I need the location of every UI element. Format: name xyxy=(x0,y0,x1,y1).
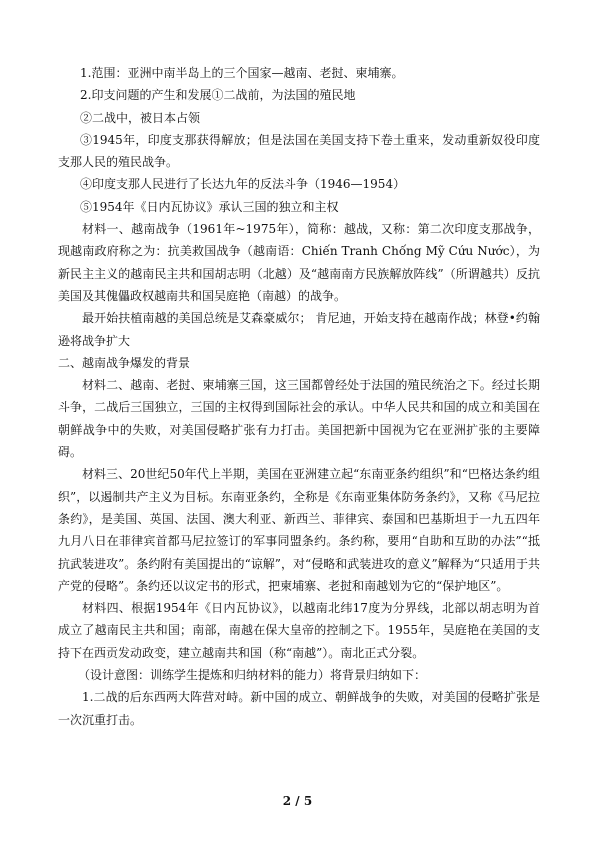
paragraph-1945: ③1945年，印度支那获得解放；但是法国在美国支持下卷土重来，发动重新奴役印度支那人民的殖民战争。 xyxy=(58,132,540,170)
paragraph-wwii-japan: ②二战中，被日本占领 xyxy=(80,110,201,125)
paragraph-material-3: 材料三、20世纪50年代上半期，美国在亚洲建立起“东南亚条约组织”和“巴格达条约组织”，以遏制共产主义为目标。东南亚条约，全称是《东南亚集体防务条约》，又称《马尼拉条约》，是美国、英国、法国、澳大利亚、新西兰、菲律宾、泰国和巴基斯坦于一九五四年九月八日在菲律宾首都马尼拉签订的军事同盟条约。条约称，要用“自助和互助的办法”“抵抗武装进攻”。条约附有美国提出的“谅解”，对“侵略和武装进攻的意义”解释为“只适用于共产党的侵略”。条约还以议定书的形式，把柬埔寨、老挝和南越划为它的“保护地区”。 xyxy=(58,467,540,593)
paragraph-summary-1: 1.二战的后东西两大阵营对峙。新中国的成立、朝鲜战争的失败，对美国的侵略扩张是一次沉重打击。 xyxy=(58,690,540,727)
document-body xyxy=(58,62,540,731)
paragraph-geneva: ⑤1954年《日内瓦协议》承认三国的独立和主权 xyxy=(80,199,339,214)
paragraph-origin: 2.印支问题的产生和发展①二战前，为法国的殖民地 xyxy=(80,88,356,103)
paragraph-presidents: 最开始扶植南越的美国总统是艾森豪威尔； 肯尼迪，开始支持在越南作战；林登•约翰逊将战争扩大 xyxy=(58,311,540,348)
paragraph-material-1: 材料一、越南战争（1961年~1975年），简称：越战，又称：第二次印度支那战争，现越南政府称之为：抗美救国战争（越南语：Chiến Tranh Chống Mỹ Cứu Nước），为新民主主义的越南民主共和国胡志明（北越）及“越南南方民族解放阵线”（所谓越共）反抗美国及其傀儡政权越南共和国吴庭艳（南越）的战争。 xyxy=(58,222,540,303)
paragraph-nine-years: ④印度支那人民进行了长达九年的反法斗争（1946—1954） xyxy=(80,177,406,192)
page-number: 2 / 5 xyxy=(282,794,313,808)
section-heading-background: 二、越南战争爆发的背景 xyxy=(58,355,191,370)
paragraph-scope: 1.范围：亚洲中南半岛上的三个国家—越南、老挝、柬埔寨。 xyxy=(80,66,404,80)
paragraph-material-4: 材料四、根据1954年《日内瓦协议》，以越南北纬17度为分界线，北部以胡志明为首成立了越南民主共和国；南部，南越在保大皇帝的控制之下。1955年，吴庭艳在美国的支持下在西贡发动政变，建立越南共和国（称“南越”）。南北正式分裂。 xyxy=(58,601,540,660)
paragraph-design-intent: （设计意图：训练学生提炼和归纳材料的能力）将背景归纳如下： xyxy=(78,668,427,683)
paragraph-material-2: 材料二、越南、老挝、柬埔寨三国，这三国都曾经处于法国的殖民统治之下。经过长期斗争，二战后三国独立，三国的主权得到国际社会的承认。中华人民共和国的成立和美国在朝鲜战争中的失败，对美国侵略扩张有力打击。美国把新中国视为它在亚洲扩张的主要障碍。 xyxy=(58,378,540,460)
